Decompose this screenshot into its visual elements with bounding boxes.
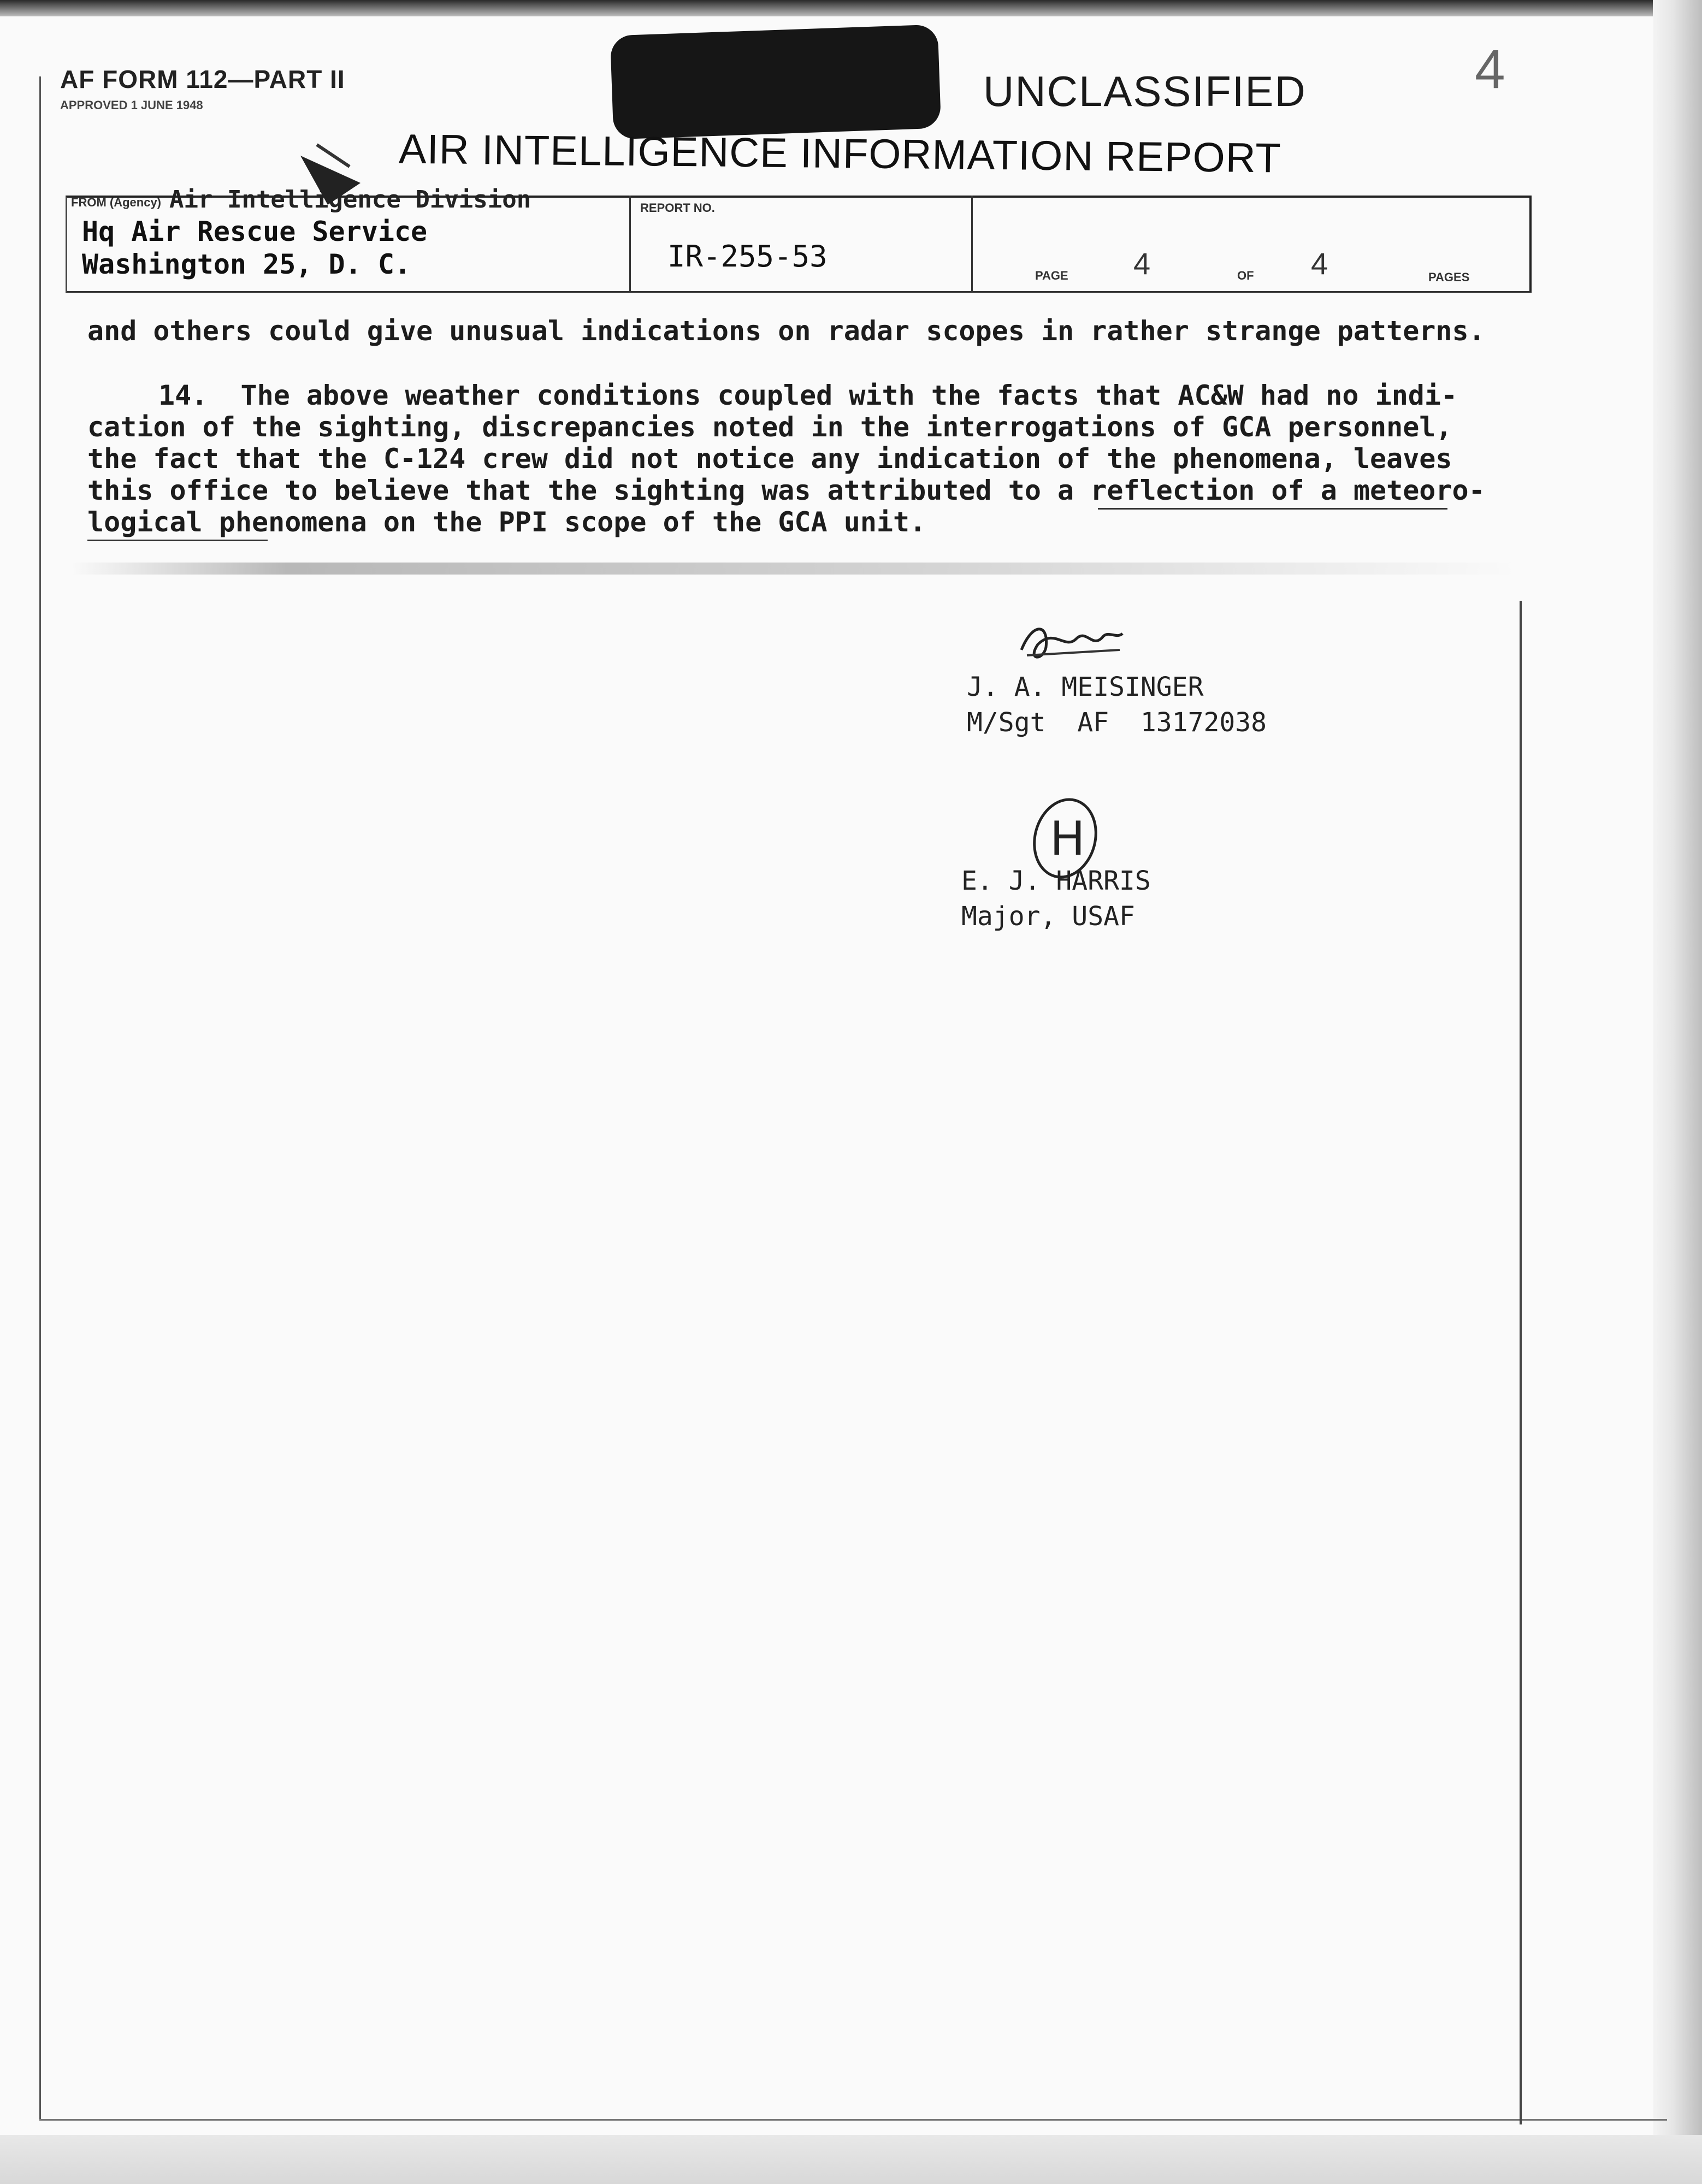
page-border-left xyxy=(39,76,41,2119)
of-label: OF xyxy=(1237,269,1254,282)
handwritten-underline xyxy=(1098,508,1447,510)
report-number: IR-255-53 xyxy=(667,239,828,274)
signature-scribble-icon xyxy=(1016,617,1125,666)
from-line: Hq Air Rescue Service xyxy=(82,216,428,247)
body-line: this office to believe that the sighting was attributed to a reflection of a meteoro- xyxy=(87,475,1485,506)
page-number: 4 xyxy=(1133,246,1151,281)
report-no-label: REPORT NO. xyxy=(640,201,715,215)
handwritten-underline xyxy=(87,540,268,541)
initial-mark-letter: H xyxy=(1050,812,1085,866)
header-divider xyxy=(971,196,973,293)
body-line: logical phenomena on the PPI scope of the GCA unit. xyxy=(87,506,926,538)
scan-smear xyxy=(71,563,1518,575)
body-line: cation of the sighting, discrepancies noted in the interrogations of GCA personnel, xyxy=(87,411,1452,443)
form-approved-date: APPROVED 1 JUNE 1948 xyxy=(60,98,203,112)
from-agency-value: Air Intelligence Division xyxy=(169,186,531,214)
form-title: AIR INTELLIGENCE INFORMATION REPORT xyxy=(398,126,1282,182)
total-pages: 4 xyxy=(1311,246,1328,281)
signer-name: E. J. HARRIS xyxy=(961,866,1151,896)
page-border-bottom xyxy=(39,2119,1667,2121)
body-line: the fact that the C-124 crew did not notice any indication of the phenomena, leaves xyxy=(87,443,1452,475)
page-border-right xyxy=(1520,601,1522,2124)
header-divider xyxy=(629,196,631,293)
signer-rank: M/Sgt AF 13172038 xyxy=(967,707,1267,738)
body-line: and others could give unusual indications on radar scopes in rather strange patterns. xyxy=(87,315,1485,347)
pages-label: PAGES xyxy=(1428,270,1470,284)
signer-rank: Major, USAF xyxy=(961,901,1135,932)
classification-marking: UNCLASSIFIED xyxy=(983,67,1307,115)
from-line: Washington 25, D. C. xyxy=(82,248,411,280)
scan-edge-bottom xyxy=(0,2135,1702,2184)
page-label: PAGE xyxy=(1035,269,1068,282)
scan-edge-top xyxy=(0,0,1702,16)
from-agency-label: FROM (Agency) xyxy=(71,196,161,209)
redaction-block xyxy=(610,25,941,140)
scan-edge-right xyxy=(1653,0,1702,2184)
handwritten-page-number: 4 xyxy=(1475,39,1505,100)
form-id: AF FORM 112—PART II xyxy=(60,65,345,93)
signer-name: J. A. MEISINGER xyxy=(967,672,1204,702)
body-line: 14. The above weather conditions coupled with the facts that AC&W had no indi- xyxy=(158,380,1458,411)
